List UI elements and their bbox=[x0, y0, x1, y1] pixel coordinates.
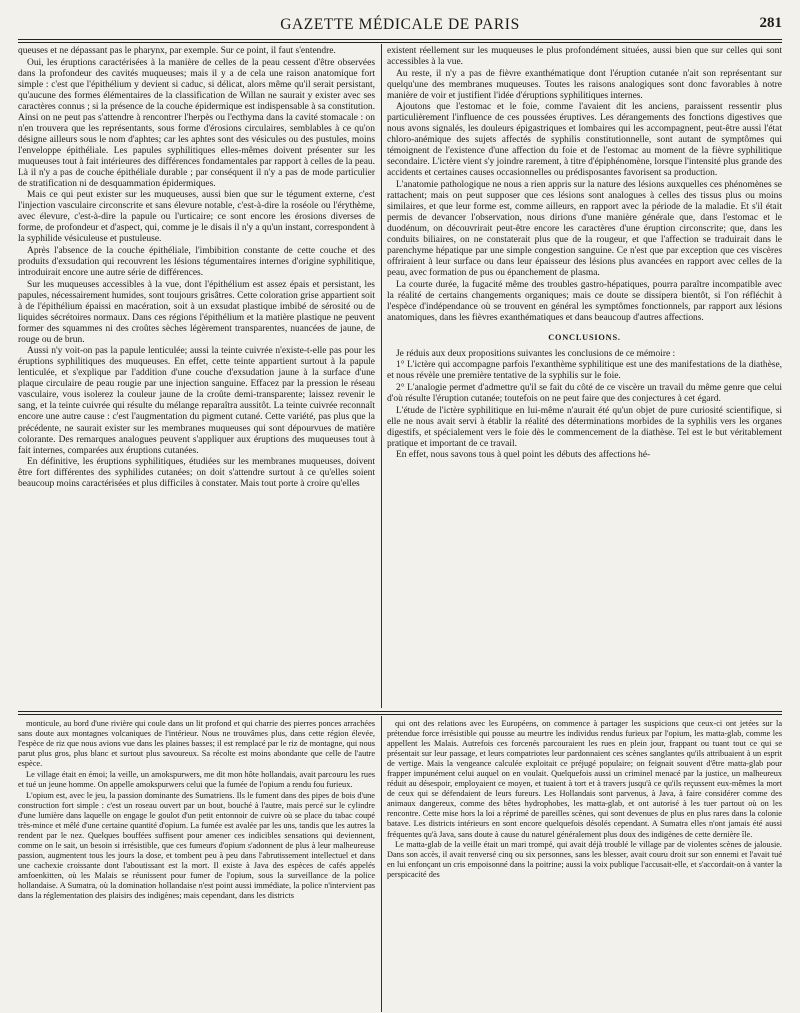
column-divider-lower bbox=[381, 716, 382, 1012]
paragraph: Sur les muqueuses accessibles à la vue, dont l'épithélium est assez épais et persistant, les papules, nécessairement humides, sont toujours grisâtres. Cette coloration grise appartient soit à de l'épithélium épaissi en macération, soit à un exsudat plastique imbibé de sérosité ou de liquides sécrétoires normaux. Dans ces régions l'épithélium et la matière plastique ne peuvent former des squammes ni des croûtes sèches légèrement transparentes, nuancées de jaune, de rouge ou de brun. bbox=[18, 279, 375, 345]
section-heading: CONCLUSIONS. bbox=[548, 332, 621, 342]
page-header bbox=[18, 12, 782, 36]
paragraph: Ajoutons que l'estomac et le foie, comme l'avaient dit les anciens, paraissent ressentir plus particulièrement l'influence de ces poussées éruptives. Les dérangements des fonctions digestives que nous avons signalés, les douleurs épigastriques et lombaires qui les accompagnent, peut-être aussi l'état chloro-anémique des sujets affectés de syphilis constitutionnelle, sont autant de symptômes qui témoignent de l'existence d'une affection du foie et de l'estomac au moment de la fièvre syphilitique secondaire. L'ictère vient s'y joindre rarement, à titre d'épiphénomène, lorsque l'intensité plus grande des accidents et certaines causes occasionnelles ou prédisposantes favorisent sa production. bbox=[387, 102, 782, 179]
lower-left-column bbox=[18, 719, 375, 1009]
section-rule-secondary bbox=[18, 714, 782, 715]
upper-left-column bbox=[18, 46, 375, 704]
paragraph: L'anatomie pathologique ne nous a rien appris sur la nature des lésions auxquelles ces phénomènes se rattachent; mais on peut supposer que ces lésions sont analogues à celles des tissus plus ou moins similaires, et que leur forme est, comme ailleurs, en rapport avec la période de la maladie. Et s'il était permis de devancer l'observation, nous dirions d'une manière générale que, dans l'estomac et le duodénum, on découvrirait peut-être encore les caractères d'une éruption circonscrite; que, dans les conduits biliaires, on ne constaterait plus que de la rougeur, et que l'affection se traduirait dans le parenchyme hépatique par une simple congestion sanguine. Ce n'est que par exception que ces viscères offriraient à leur surface ou dans leur épaisseur des lésions plus avancées en rapport avec celles de la peau, avec formation de pus ou épanchement de plasma. bbox=[387, 179, 782, 279]
paragraph: La courte durée, la fugacité même des troubles gastro-hépatiques, pourra paraître incompatible avec la réalité de certains changements organiques; mais ce doute se dissipera bientôt, si l'on réfléchit à l'espèce d'indépendance où se trouvent en général les symptômes fonctionnels, par rapport aux lésions anatomiques, dans les fièvres exanthématiques et dans beaucoup d'autres affections. bbox=[387, 279, 782, 323]
paragraph: En définitive, les éruptions syphilitiques, étudiées sur les membranes muqueuses, doivent être fort différentes des syphilides cutanées; on doit s'attendre surtout à ce qu'elles soient beaucoup moins caractérisées et plus difficiles à constater. Mais tout porte à croire qu'elles bbox=[18, 457, 375, 490]
paragraph: Le matta-glab de la veille était un mari trompé, qui avait déjà troublé le village par de violentes scènes de jalousie. Dans son accès, il avait renversé cinq ou six personnes, sans les blesser, avait couru droit sur son ennemi et l'avait tué en lui enfonçant un cris empoisonné dans la poitrine; aussi la voix publique l'accusait-elle, et s'accordait-on à vanter la perspicacité des bbox=[387, 840, 782, 880]
paragraph: Le village était en émoi; la veille, un amokspurwers, me dit mon hôte hollandais, avait parcouru les rues et tué un jeune homme. On appelle amokspurwers celui que la fumée de l'opium a rendu fou furieux. bbox=[18, 769, 375, 789]
paragraph: L'étude de l'ictère syphilitique en lui-même n'aurait été qu'un objet de pure curiosité scientifique, si elle ne nous avait servi à établir la réalité des déterminations morbides de la syphilis vers les organes digestifs, et spécialement vers le foie dès le commencement de la diathèse. Tel est le but véritablement pratique et important de ce travail. bbox=[387, 405, 782, 449]
paragraph: Après l'absence de la couche épithéliale, l'imbibition constante de cette couche et des produits d'exsudation qui recouvrent les lésions tégumentaires internes d'origine syphilitique, introduirait encore une autre série de différences. bbox=[18, 246, 375, 279]
lower-right-column bbox=[387, 719, 782, 1009]
paragraph: qui ont des relations avec les Européens, on commence à partager les suspicions que ceux-ci ont jetées sur la prétendue force irrésistible qui pousse au meurtre les individus rendus furieux par l'opium, les matta-glab, comme les appellent les Malais. Autrefois ces forcenés parcouraient les rues en plein jour, frappant ou tuant tout ce qui se présentait sur leur passage, et leurs compatriotes leur pardonnaient ces scènes sanglantes qu'ils attribuaient à un esprit de vertige. Mais la vengeance calculée exploitait ce préjugé populaire; on feignait souvent d'être matta-glab pour frapper impunément celui auquel on en voulait. Quelquefois aussi un criminel menacé par la justice, un malheureux réduit au désespoir, employaient ce moyen, et tuaient à tort et à travers jusqu'à ce qu'ils reçussent eux-mêmes la mort de ceux qui se défendaient de leurs fureurs. Les Hollandais sont parvenus, à Java, à faire considérer comme des animaux dangereux, comme des bêtes hydrophobes, les matta-glab, et ont autorisé à les tuer partout où on les rencontre. Cette mise hors la loi a réprimé de pareilles scènes, qui sont devenues de plus en plus rares dans la colonie batave. Les districts intérieurs en sont encore quelquefois désolés cependant. A Sumatra elles n'ont jamais été aussi fréquentes qu'à Java, sans doute à cause du naturel généralement plus doux des indigènes de cette dernière île. bbox=[387, 719, 782, 839]
header-rule-secondary bbox=[18, 42, 782, 43]
paragraph: Oui, les éruptions caractérisées à la manière de celles de la peau cessent d'être observées dans la profondeur des cavités muqueuses; mais il y a de cela une raison anatomique fort simple : c'est que l'épithélium y devient si caduc, si délicat, alors même qu'il serait persistant, qu'aucune des formes élémentaires de la classification de Willan ne saurait y exister avec ses caractères connus ; si la présence de la couche épidermique est indispensable à sa constitution. Ainsi on ne peut pas s'attendre à rencontrer l'herpès ou l'ecthyma dans la cavité stomacale : on n'en trouvera que les représentants, sous forme d'érosions circulaires, semblables à ce qu'on désigne ailleurs sous le nom d'aphtes; car les aphtes sont des vésicules ou des pustules, moins l'enveloppe épithéliale. Les papules syphilitiques elles-mêmes doivent présenter sur les muqueuses tout à fait intérieures des différences fondamentales par rapport à celles de la peau. Là il n'y a pas de couche épithéliale durable ; par conséquent il n'y a pas de mode particulier de stratification ni de desquammation épidermiques. bbox=[18, 57, 375, 189]
upper-right-column bbox=[387, 46, 782, 704]
journal-title: GAZETTE MÉDICALE DE PARIS bbox=[280, 16, 520, 33]
paragraph: Mais ce qui peut exister sur les muqueuses, aussi bien que sur le tégument externe, c'est l'injection vasculaire circonscrite et sans élevure notable, c'est-à-dire la roséole ou l'érythème, avec élevure, c'est-à-dire la papule ou l'urticaire; ce sont encore les érosions diverses de forme, de profondeur et d'aspect, qui, comme je le disais il n'y a qu'un instant, correspondent à la syphilide vésiculeuse et pustuleuse. bbox=[18, 190, 375, 245]
paragraph: L'opium est, avec le jeu, la passion dominante des Sumatriens. Ils le fument dans des pipes de bois d'une construction fort simple : c'est un roseau ouvert par un bout, bouché à l'autre, mais percé sur le cylindre d'une lumière dans laquelle on engage le goulot d'un petit entonnoir de cuivre où se place du tabac coupé très-mince et mêlé d'une certaine quantité d'opium. La fumée est avalée par les uns, tandis que les autres la rendent par le nez. Quelques bouffées suffisent pour amener ces indicibles sensations qui deviennent, comme on le sait, un besoin si irrésistible, que ces fumeurs d'opium s'adonnent de plus à leur malheureuse passion, augmentent tous les jours la dose, et tombent peu à peu dans l'abrutissement intellectuel et dans une cachexie croissante dont l'aboutissant est la mort. Il existe à Java des espèces de cafés appelés amfoenkitten, où les Malais se réunissent pour fumer de l'opium, sous la surveillance de la police hollandaise. A Sumatra, où la domination hollandaise n'est point aussi immédiate, la police n'intervient pas dans la réglementation des plaisirs des indigènes; mais cependant, dans les districts bbox=[18, 790, 375, 900]
paragraph: queuses et ne dépassant pas le pharynx, par exemple. Sur ce point, il faut s'entendre. bbox=[18, 46, 336, 56]
paragraph: En effet, nous savons tous à quel point les débuts des affections hé- bbox=[396, 450, 651, 461]
paragraph: Au reste, il n'y a pas de fièvre exanthématique dont l'éruption cutanée n'ait son représentant sur quelqu'une des membranes muqueuses. Toutes les raisons analogiques sont donc favorables à notre manière de voir et justifient l'idée d'éruptions syphilitiques internes. bbox=[387, 68, 782, 101]
paragraph: Je réduis aux deux propositions suivantes les conclusions de ce mémoire : bbox=[396, 348, 676, 359]
paragraph: Aussi n'y voit-on pas la papule lenticulée; aussi la teinte cuivrée n'existe-t-elle pas pour les éruptions syphilitiques des muqueuses. En effet, cette teinte appartient surtout à la papule lenticulée, et s'explique par l'addition d'une couche d'exsudation jaune à la surface d'une plaque circulaire de peau rougie par une injection sanguine. Effacez par la pression le réseau vasculaire, vous isolerez la couleur jaune de la croûte demi-transparente; laissez revenir le sang, et la teinte cuivrée qui résulte du mélange reparaîtra aussitôt. La teinte cuivrée reconnaît encore une autre cause : c'est l'augmentation du pigment cutané. Cette variété, pas plus que la précédente, ne saurait exister sur les membranes muqueuses qui sont dépourvues de matière colorante. Des remarques analogues peuvent s'appliquer aux éruptions des muqueuses tout à fait internes, comparées aux éruptions cutanées. bbox=[18, 346, 375, 456]
header-rule bbox=[18, 39, 782, 40]
paragraph: monticule, au bord d'une rivière qui coule dans un lit profond et qui charrie des pierres ponces arrachées sans doute aux montagnes volcaniques de l'intérieur. Nous ne trouvâmes plus, dans cette région élevée, l'espèce de riz que nous avions vue dans les plaines basses; il est remplacé par le riz de montagne, qui nous parut plus gros, plus blanc et surtout plus savoureux. Sa récolte est moins abondante que celle de l'autre espèce. bbox=[18, 719, 375, 769]
paragraph: 2° L'analogie permet d'admettre qu'il se fait du côté de ce viscère un travail du même genre que celui d'où résulte l'éruption cutanée; toutefois on ne peut faire que des conjectures à cet égard. bbox=[387, 383, 782, 405]
paragraph: 1° L'ictère qui accompagne parfois l'exanthème syphilitique est une des manifestations de la diathèse, et nous révèle une première tentative de la syphilis sur le foie. bbox=[387, 360, 782, 382]
column-divider bbox=[381, 44, 382, 708]
paragraph: existent réellement sur les muqueuses le plus profondément situées, aussi bien que sur celles qui sont accessibles à la vue. bbox=[387, 46, 782, 68]
page-number: 281 bbox=[759, 15, 782, 31]
section-rule bbox=[18, 711, 782, 712]
